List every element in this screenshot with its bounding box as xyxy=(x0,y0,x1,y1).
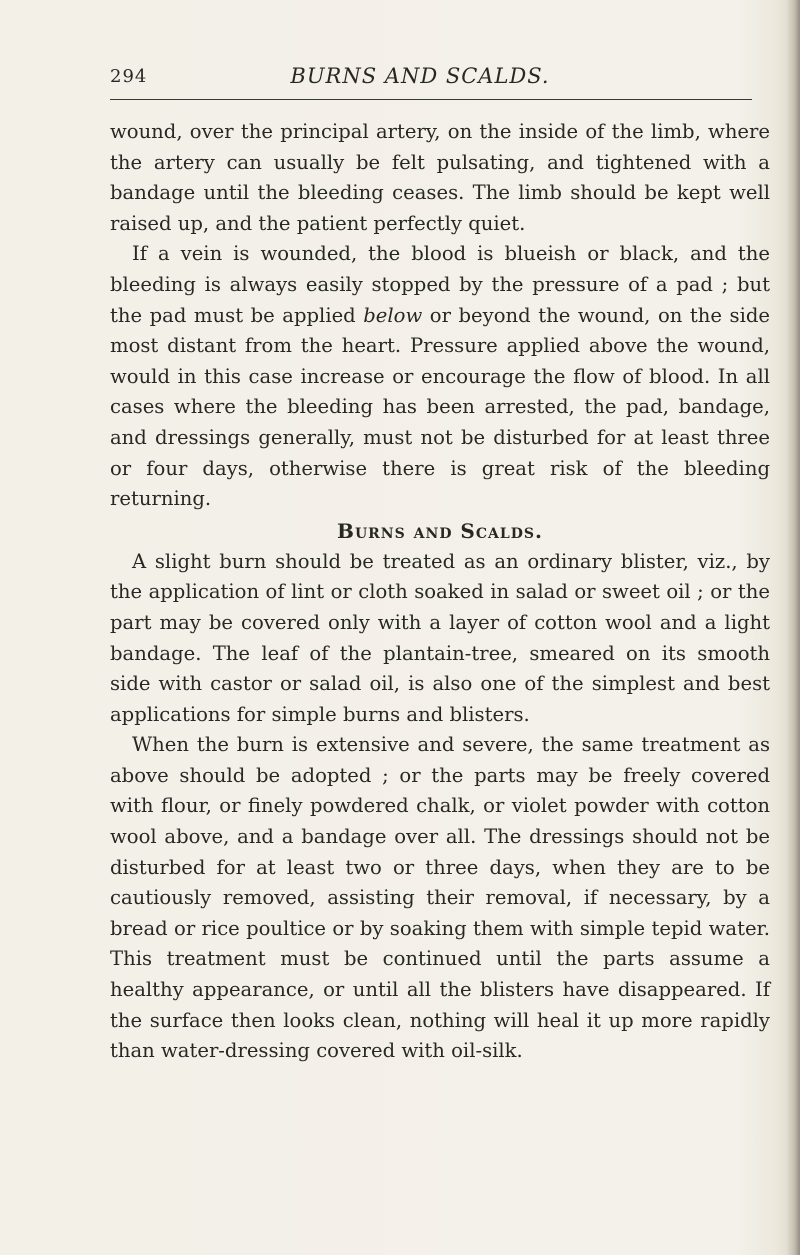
paragraph-vein-wounded xyxy=(110,239,770,514)
paragraph-vein-part-2: or beyond the wound, on the side most distant from the heart. Pressure applied above the wound, would in this case increase or encourage the flow of blood. In all cases where the bleeding has been arrested, the pad, bandage, and dressings generally, must not be disturbed for at least three or four days, otherwise there is great risk of the bleeding returning. xyxy=(110,303,770,511)
emphasis-below: below xyxy=(363,303,423,327)
header-rule xyxy=(110,99,752,100)
paragraph-severe-burn: When the burn is extensive and severe, the same treatment as above should be adopted ; or the parts may be freely covered with flour, or finely powdered chalk, or violet powder with cotton wool above, and a bandage over all. The dressings should not be disturbed for at least two or three days, when they are to be cautiously removed, assisting their removal, if necessary, by a bread or rice poultice or by soaking them with simple tepid water. This treatment must be continued until the parts assume a healthy appearance, or until all the blisters have disappeared. If the surface then looks clean, nothing will heal it up more rapidly than water-dressing covered with oil-silk. xyxy=(110,733,770,1063)
page-header xyxy=(110,66,770,94)
section-heading-burns-scalds: Burns and Scalds. xyxy=(337,518,543,543)
body-text xyxy=(110,117,770,1067)
paragraph-wound-artery: wound, over the principal artery, on the inside of the limb, where the artery can usually be felt pulsating, and tightened with a bandage until the bleeding ceases. The limb should be kept well raised up, and the patient perfectly quiet. xyxy=(110,120,770,235)
paragraph-vein-part-1: If a vein is wounded, the blood is blueish or black, and the bleeding is always easily stopped by the pressure of a pad ; but the pad must be applied xyxy=(110,242,770,327)
paragraph-slight-burn: A slight burn should be treated as an ordinary blister, viz., by the application of lint or cloth soaked in salad or sweet oil ; or the part may be covered only with a layer of cotton wool and a light bandage. The leaf of the plantain-tree, smeared on its smooth side with castor or salad oil, is also one of the simplest and best applications for simple burns and blisters. xyxy=(110,549,770,726)
page-number: 294 xyxy=(110,66,148,87)
page-edge-shadow xyxy=(786,0,800,1255)
running-head: BURNS AND SCALDS. xyxy=(290,64,550,88)
